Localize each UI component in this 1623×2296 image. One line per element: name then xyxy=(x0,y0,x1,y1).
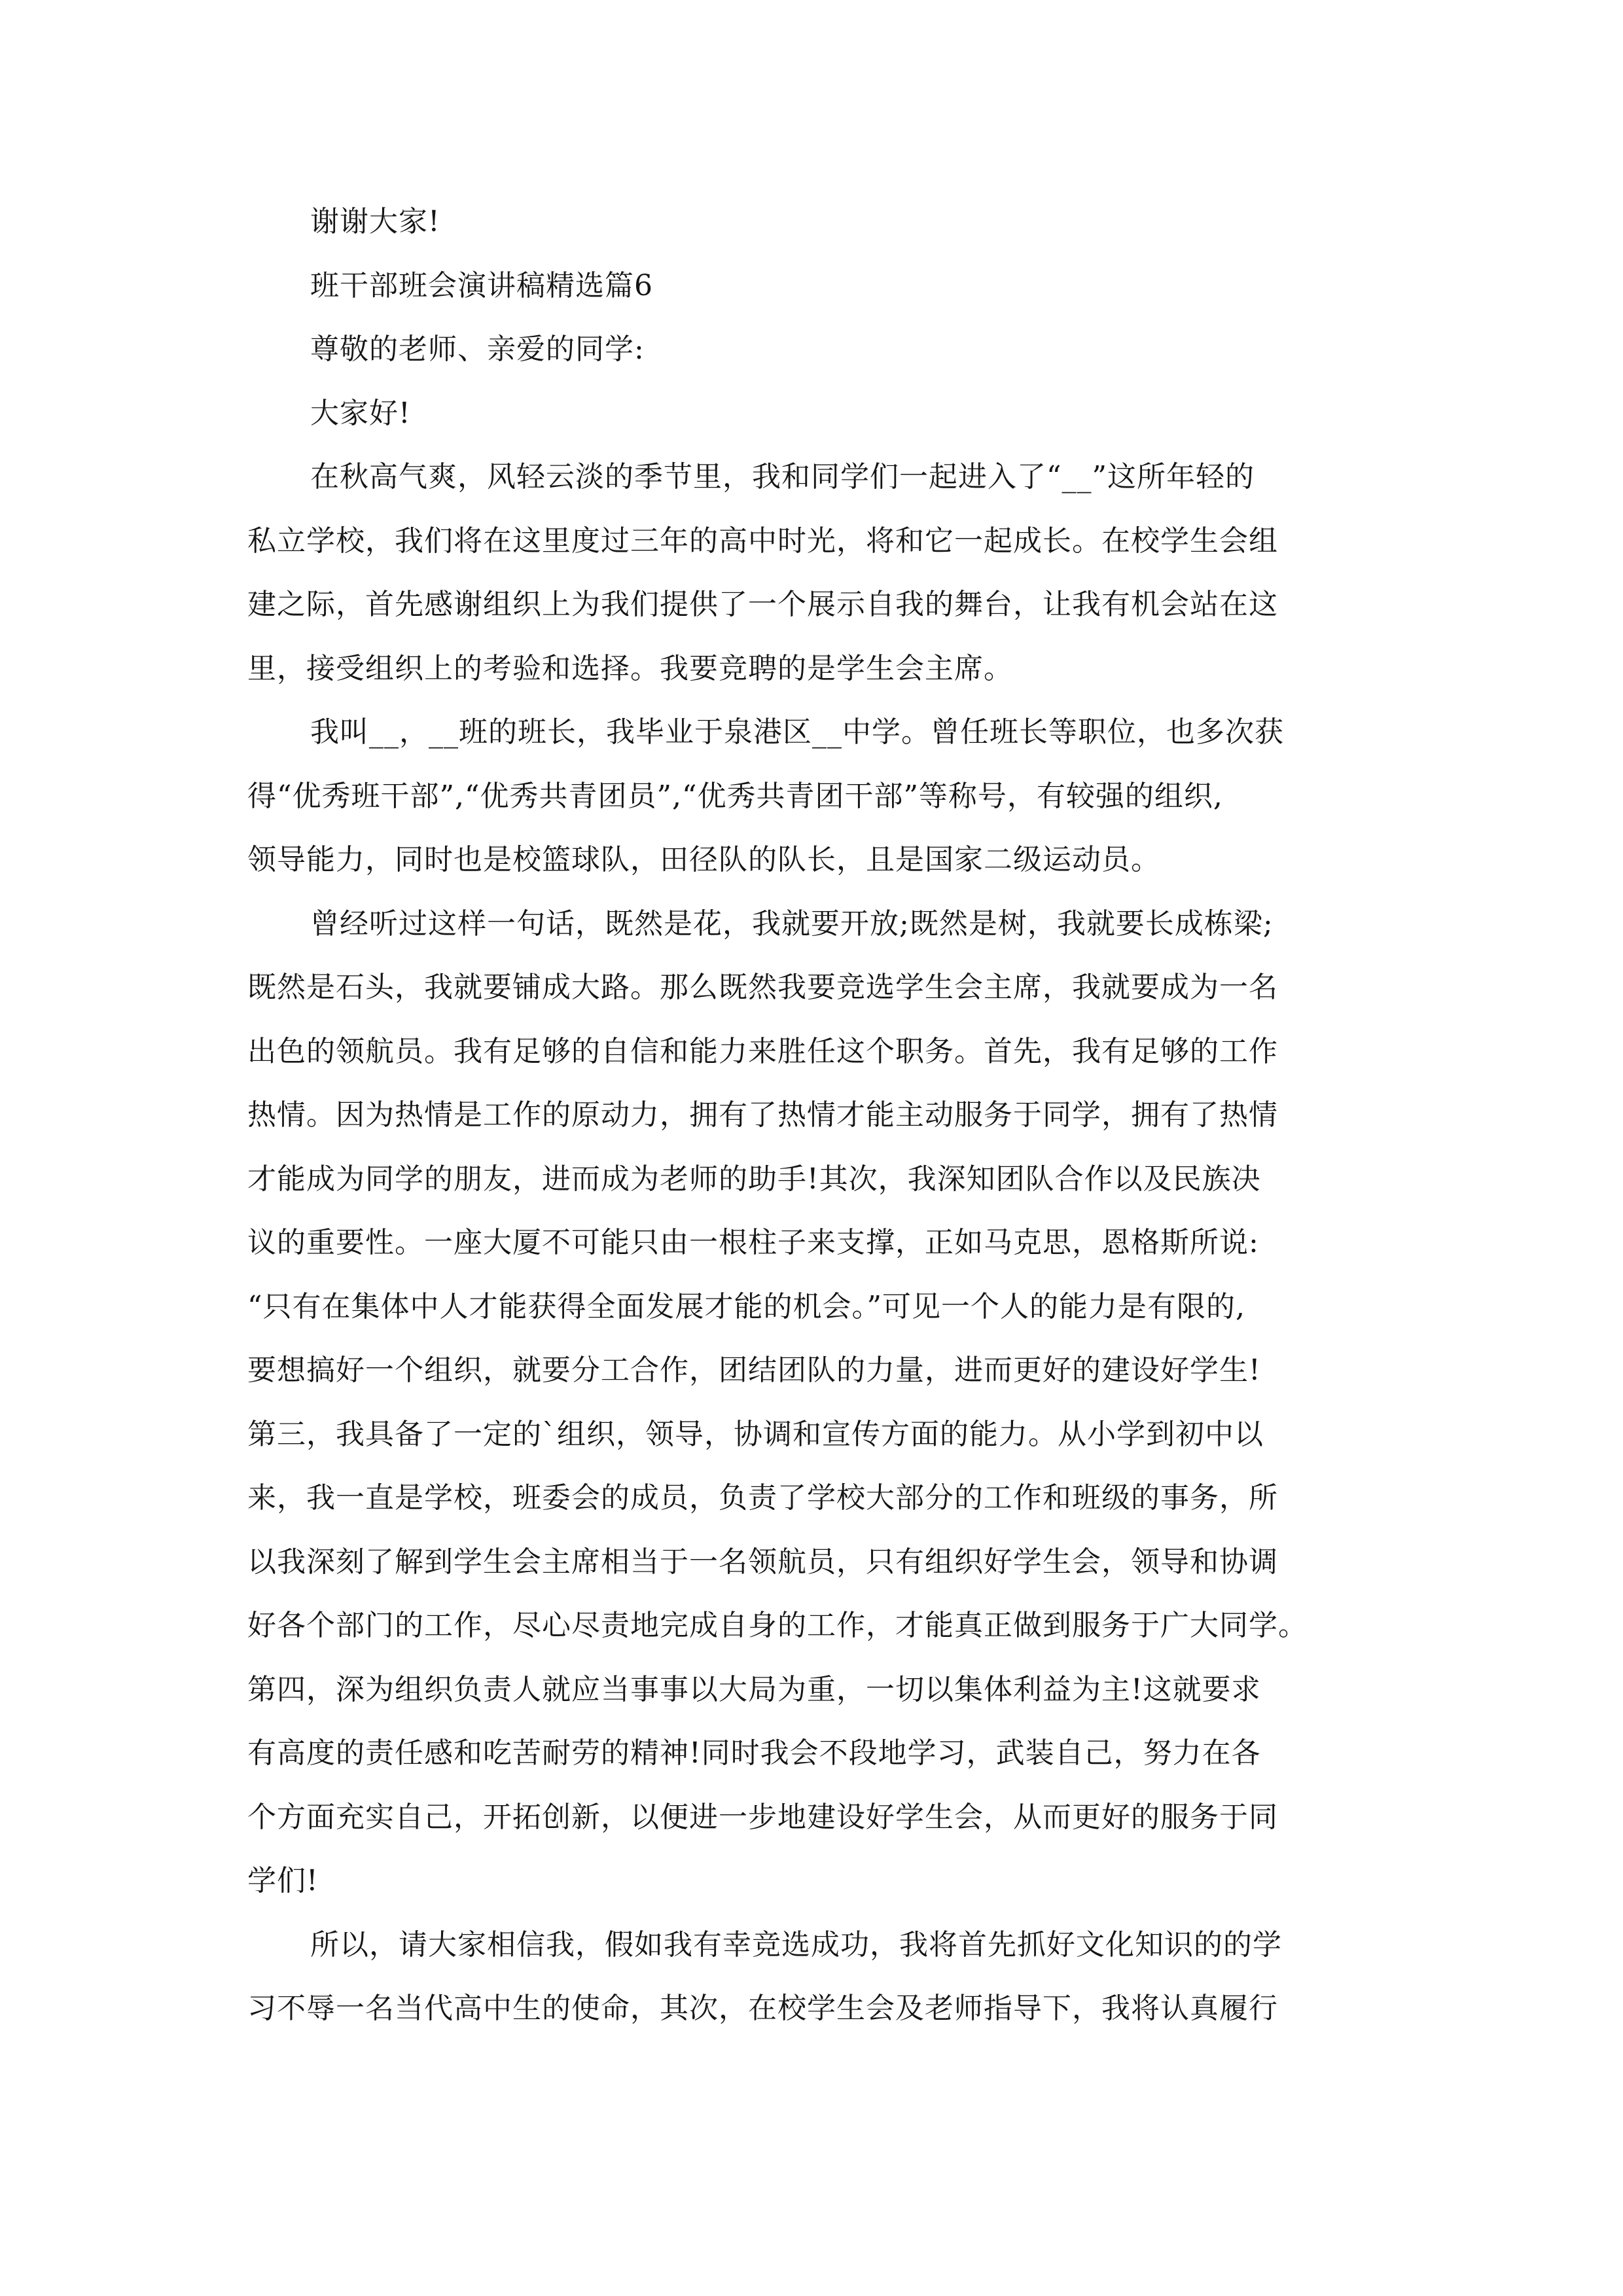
paragraph-line: 出色的领航员。我有足够的自信和能力来胜任这个职务。首先，我有足够的工作 xyxy=(247,1034,1278,1068)
document-body xyxy=(247,190,1398,2041)
section-title: 班干部班会演讲稿精选篇6 xyxy=(310,268,653,302)
paragraph-line: 议的重要性。一座大厦不可能只由一根柱子来支撑，正如马克思，恩格斯所说: xyxy=(247,1226,1259,1259)
closing-thanks: 谢谢大家! xyxy=(310,205,440,238)
paragraph-line: 得“优秀班干部”,“优秀共青团员”,“优秀共青团干部”等称号，有较强的组织, xyxy=(247,779,1223,813)
paragraph-line: “只有在集体中人才能获得全面发展才能的机会。”可见一个人的能力是有限的, xyxy=(247,1289,1245,1323)
paragraph-line: 热情。因为热情是工作的原动力，拥有了热情才能主动服务于同学，拥有了热情 xyxy=(247,1098,1278,1132)
paragraph-line: 来，我一直是学校，班委会的成员，负责了学校大部分的工作和班级的事务，所 xyxy=(247,1481,1278,1515)
paragraph-line: 在秋高气爽，风轻云淡的季节里，我和同学们一起进入了“__”这所年轻的 xyxy=(310,460,1255,493)
paragraph-line: 第三，我具备了一定的`组织，领导，协调和宣传方面的能力。从小学到初中以 xyxy=(247,1417,1264,1451)
paragraph-line: 我叫__，__班的班长，我毕业于泉港区__中学。曾任班长等职位，也多次获 xyxy=(310,715,1284,749)
paragraph-line: 好各个部门的工作，尽心尽责地完成自身的工作，才能真正做到服务于广大同学。 xyxy=(247,1609,1308,1642)
greeting: 大家好! xyxy=(310,396,411,430)
salutation: 尊敬的老师、亲爱的同学: xyxy=(310,332,645,366)
paragraph-line: 要想搞好一个组织，就要分工合作，团结团队的力量，进而更好的建设好学生! xyxy=(247,1354,1261,1387)
paragraph-line: 曾经听过这样一句话，既然是花，我就要开放;既然是树，我就要长成栋梁; xyxy=(310,906,1274,941)
paragraph-line: 习不辱一名当代高中生的使命，其次，在校学生会及老师指导下，我将认真履行 xyxy=(247,1992,1278,2025)
paragraph-line: 里，接受组织上的考验和选择。我要竞聘的是学生会主席。 xyxy=(247,651,1013,685)
paragraph-line: 第四，深为组织负责人就应当事事以大局为重，一切以集体利益为主!这就要求 xyxy=(247,1672,1261,1706)
paragraph-line: 所以，请大家相信我，假如我有幸竞选成功，我将首先抓好文化知识的的学 xyxy=(310,1928,1282,1962)
paragraph-line: 建之际，首先感谢组织上为我们提供了一个展示自我的舞台，让我有机会站在这 xyxy=(247,588,1278,621)
paragraph-line: 领导能力，同时也是校篮球队，田径队的队长，且是国家二级运动员。 xyxy=(247,843,1160,876)
paragraph-line: 既然是石头，我就要铺成大路。那么既然我要竞选学生会主席，我就要成为一名 xyxy=(247,971,1278,1004)
paragraph-line: 私立学校，我们将在这里度过三年的高中时光，将和它一起成长。在校学生会组 xyxy=(247,524,1278,558)
paragraph-line: 有高度的责任感和吃苦耐劳的精神!同时我会不段地学习，武装自己，努力在各 xyxy=(247,1736,1261,1770)
paragraph-line: 以我深刻了解到学生会主席相当于一名领航员，只有组织好学生会，领导和协调 xyxy=(247,1545,1278,1579)
paragraph-line: 个方面充实自己，开拓创新，以便进一步地建设好学生会，从而更好的服务于同 xyxy=(247,1800,1278,1834)
paragraph-line: 才能成为同学的朋友，进而成为老师的助手!其次，我深知团队合作以及民族决 xyxy=(247,1162,1261,1196)
paragraph-line: 学们! xyxy=(247,1864,319,1897)
